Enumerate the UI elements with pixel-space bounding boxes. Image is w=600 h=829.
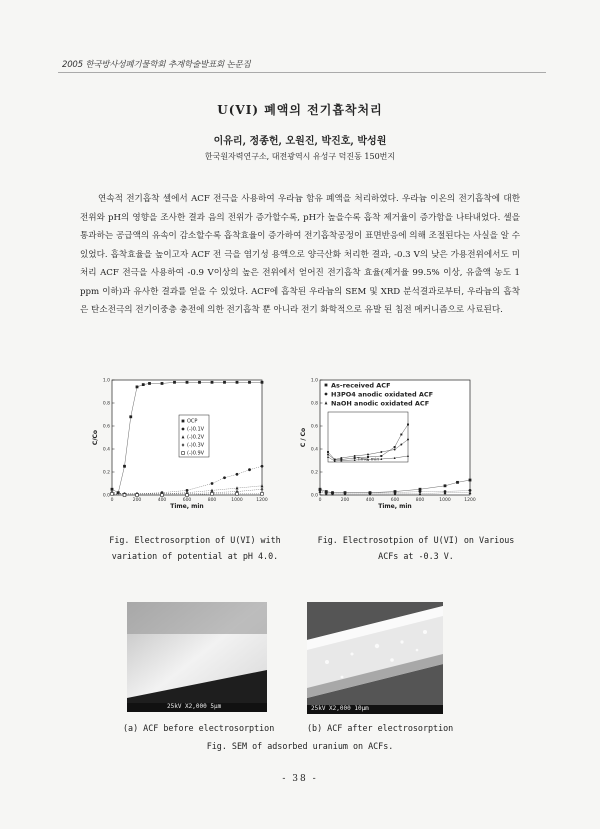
legend-marker [182,428,185,431]
legend-label: As-received ACF [331,381,391,390]
inset-data-point [407,424,409,426]
y-axis-label: C/Co [92,429,99,446]
abstract-line: 전기흡착에 대한 전위와 pH의 영향을 조사한 결과 음의 전위가 증가할수록, pH가 높을수록 흡착 [80,194,520,223]
inset-x-label: Time, min [356,457,380,463]
y-tick-label: 0.2 [102,470,110,476]
data-point [161,494,164,497]
data-point [236,492,239,495]
legend-label: (-)0.2V [187,434,205,441]
x-tick-label: 1000 [231,498,243,503]
author-list: 이유리, 정종헌, 오원진, 박진호, 박성원 [213,136,387,147]
data-point [248,468,251,471]
y-tick-label: 0.6 [310,424,318,430]
y-tick-label: 0.8 [310,401,318,407]
y-tick-label: 0.8 [102,401,110,407]
subcaption-b: (b) ACF after electrosorption [307,723,454,733]
data-point [186,494,189,497]
data-point [261,465,264,468]
x-axis-label: Time, min [170,503,204,510]
x-tick-label: 600 [182,498,192,503]
figure-caption-left: Fig. Electrosorption of U(VI) with variation of potential at pH 4.0. [109,535,281,561]
inset-data-point [327,454,329,456]
abstract-line: 제거율이 증가함을 나타내었다. 셀을 통과하는 공급액의 유속이 감소할수록 흡착효율이 증가하여 [80,212,520,241]
data-point [261,381,264,384]
y-tick-label: 0.2 [310,470,318,476]
sem-after-label: 25kV X2,000 10μm [311,705,369,712]
y-tick-label: 1.0 [310,378,318,384]
chart-potential [90,370,275,520]
data-point [136,494,139,497]
data-point [111,488,114,491]
data-point [456,481,459,484]
inset-data-point [400,434,402,436]
data-point [129,415,132,418]
x-tick-label: 0 [318,498,322,503]
legend-marker [182,420,185,423]
data-point [173,381,176,384]
data-point [148,382,151,385]
x-axis-label: Time, min [378,503,412,510]
figure-caption-sem: Fig. SEM of adsorbed uranium on ACFs. [206,741,394,751]
proceedings-header: 2005 한국방사성폐기물학회 추계학술발표회 논문집 [62,60,251,70]
paper-title: U(VI) 폐액의 전기흡착처리 [217,103,383,117]
abstract-line: 우라늄의 흡착은 탄소전극의 전기이중층 충전에 의한 전기흡착 뿐 아니라 전기 화학적으로 유발 [80,286,520,315]
x-tick-label: 1000 [439,498,451,503]
x-tick-label: 1200 [256,498,268,503]
inset-data-point [340,457,342,459]
page-number: - 38 - [282,774,318,784]
inset-data-point [380,451,382,453]
data-point [469,479,472,482]
x-tick-label: 800 [415,498,425,503]
x-tick-label: 200 [340,498,350,503]
abstract-line: 연속적 전기흡착 셀에서 ACF 전극을 사용하여 우라늄 함유 폐액을 처리하였다. 우라늄 이온의 [98,194,459,204]
chart-potential-svg [90,370,275,520]
y-tick-label: 0.0 [310,493,318,499]
sem-after-graphic [307,602,443,714]
x-tick-label: 600 [390,498,400,503]
legend-marker [325,393,328,396]
y-tick-label: 0.4 [310,447,318,453]
abstract [80,190,520,320]
header-rule [58,72,546,73]
abstract-line: 된 침전 메커니즘으로 사료된다. [384,305,503,315]
data-point [117,491,120,494]
data-point [223,476,226,479]
legend-label: NaOH anodic oxidated ACF [331,399,430,408]
sem-image-before [127,602,267,712]
inset-data-point [327,451,329,453]
data-point [123,465,126,468]
data-point [248,381,251,384]
x-tick-label: 400 [157,498,167,503]
legend-marker [182,452,185,455]
y-tick-label: 0.4 [102,447,110,453]
x-tick-label: 800 [207,498,217,503]
legend-marker [325,384,328,387]
legend-label: (-)0.1V [187,426,205,433]
abstract-line: 사용하여 -0.9 V이상의 높은 전위에서 얻어진 전기흡착 효율(제거율 99.5% 이상, 유출액 농도 1 [150,268,520,278]
chart-acf-svg [298,370,483,520]
sem-before-label: 25kV X2,000 5μm [167,703,222,710]
y-axis-label: C / Co [300,427,307,448]
sem-before-graphic [127,602,267,712]
abstract-paragraph [80,190,520,320]
data-point [142,383,145,386]
inset-data-point [380,455,382,457]
data-point [111,492,114,495]
abstract-line: 전기흡착공정이 표면반응에 의해 조절된다는 사실을 알 수 있었다. 흡착효율을 높이고자 ACF 전 [80,231,520,260]
inset-data-point [394,446,396,448]
legend-label: (-)0.9V [187,450,205,457]
data-point [261,492,264,495]
x-tick-label: 0 [110,498,114,503]
inset-data-point [367,454,369,456]
affiliation: 한국원자력연구소, 대전광역시 유성구 덕진동 150번지 [204,152,396,161]
abstract-line: 극을 염기성 용액으로 양극산화 처리한 결과, -0.3 V의 낮은 가용전위에서도 미처리 ACF 전극을 [80,249,520,278]
inset-data-point [354,457,356,459]
y-tick-label: 1.0 [102,378,110,384]
inset-data-point [394,449,396,451]
data-point [211,381,214,384]
subcaption-a: (a) ACF before electrosorption [123,723,275,733]
y-tick-label: 0.6 [102,424,110,430]
legend-label: OCP [187,418,198,425]
data-point [186,381,189,384]
data-point [198,381,201,384]
legend-label: (-)0.3V [187,442,205,449]
data-point [161,382,164,385]
x-tick-label: 200 [132,498,142,503]
data-point [236,473,239,476]
x-tick-label: 400 [365,498,375,503]
data-point [236,381,239,384]
data-point [123,494,126,497]
data-point [136,386,139,389]
data-point [444,484,447,487]
abstract-line: ppm 이하)과 유사한 결과를 얻을 수 있었다. ACF에 흡착된 우라늄의 SEM 및 XRD 분석결과로부터, [80,286,468,297]
x-tick-label: 1200 [464,498,476,503]
data-point [223,381,226,384]
data-point [211,492,214,495]
chart-acf-types [298,370,483,520]
inset-data-point [400,444,402,446]
figure-caption-right: Fig. Electrosotpion of U(VI) on Various ACFs at -0.3 V. [317,535,515,561]
y-tick-label: 0.0 [102,493,110,499]
data-point [211,482,214,485]
inset-data-point [407,439,409,441]
inset-data-point [354,455,356,457]
legend-label: H3PO4 anodic oxidated ACF [331,390,434,399]
sem-image-after [307,602,443,714]
